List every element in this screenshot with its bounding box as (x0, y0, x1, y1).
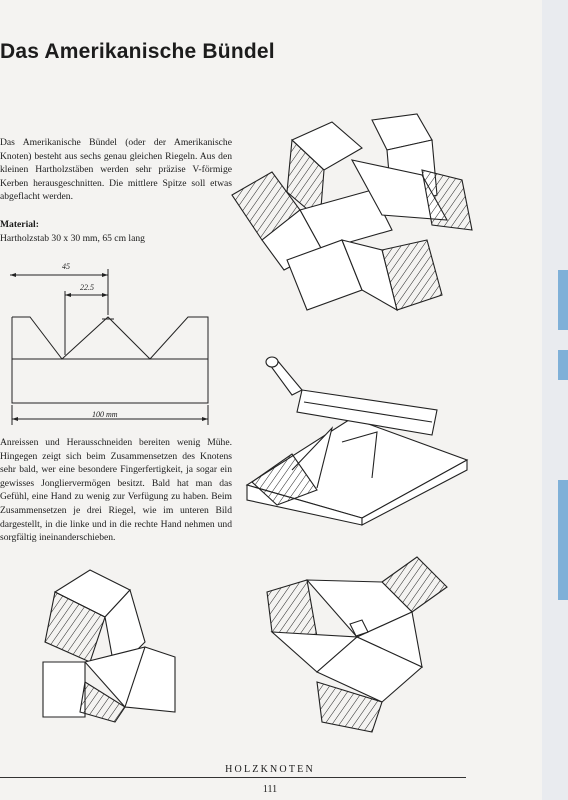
assembled-knot-illustration (232, 100, 482, 330)
left-hand-assembly-illustration (35, 562, 180, 727)
material-text: Hartholzstab 30 x 30 mm, 65 cm lang (0, 232, 145, 244)
page-edge-tab (558, 270, 568, 330)
material-block (0, 218, 145, 245)
material-heading: Material: (0, 219, 39, 230)
assembly-paragraph: Anreissen und Herausschneiden bereiten wenig Mühe. Hingegen zeigt sich beim Zusammensetzen des Knotens sehr bald, wer eine besondere Fingerfertigkeit, ja sogar ein gewisses Jongliervermögen besitzt. Bald hat man das Gefühl, eine Hand zu wenig zur Verfügung zu haben. Beim Zusammensetzen je drei Riegel, wie im unteren Bild dargestellt, in die linke und in die rechte Hand nehmen und sorgfältig ineinanderschieben. (0, 437, 232, 544)
saw-cutting-illustration (232, 350, 482, 525)
right-hand-assembly-illustration (262, 552, 452, 737)
dim-100-label: 100 mm (92, 410, 118, 419)
footer-section-title: HOLZKNOTEN (225, 764, 315, 775)
notch-dimension-drawing (0, 255, 235, 425)
page-edge-tab (558, 350, 568, 380)
page-title: Das Amerikanische Bündel (0, 40, 275, 63)
intro-paragraph: Das Amerikanische Bündel (oder der Amerikanische Knoten) besteht aus sechs genau gleichen Riegeln. Aus den kleinen Hartholzstäben werden sehr präzise V-förmige Kerben herausgeschnitten. Die mittlere Spitze soll etwas abgeflacht werden. (0, 137, 232, 203)
page-edge (542, 0, 568, 800)
page-number: 111 (262, 784, 278, 795)
page-edge-tab (558, 480, 568, 600)
dim-22-5-label: 22.5 (80, 283, 94, 292)
dim-45-label: 45 (62, 262, 70, 271)
footer-rule (0, 777, 466, 778)
